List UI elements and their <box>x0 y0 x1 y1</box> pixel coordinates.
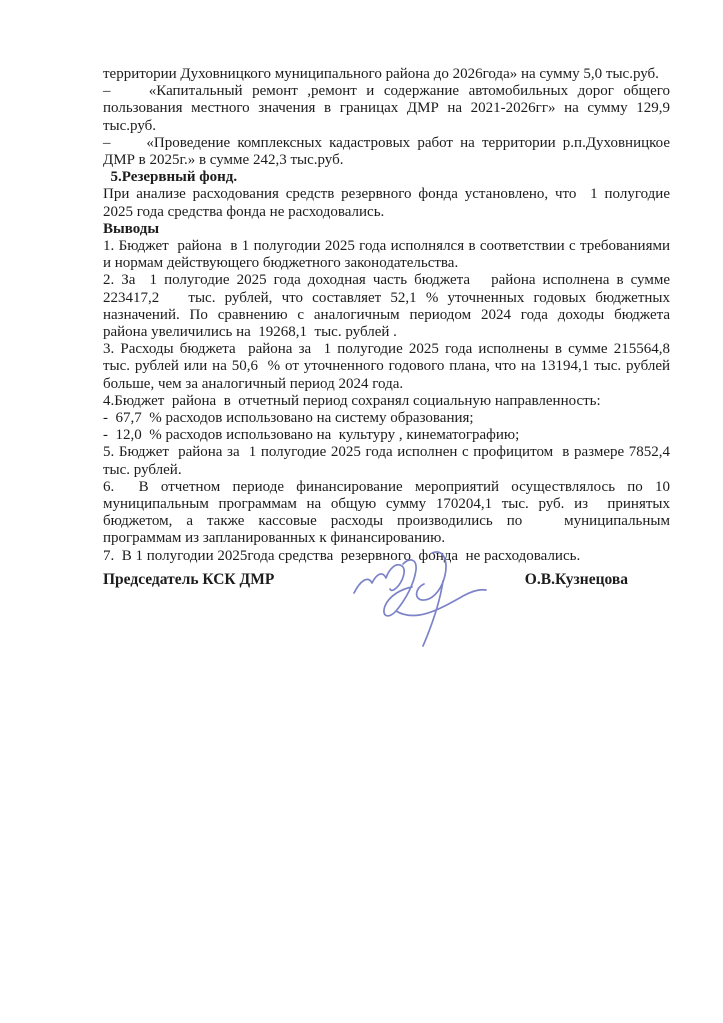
paragraph-4: 5.Резервный фонд. <box>103 169 238 186</box>
paragraph-5: При анализе расходования средств резервного фонда установлено, что 1 полугодие 2025 года средства фонда не расходовались. <box>103 186 674 220</box>
paragraph-3: – «Проведение комплексных кадастровых работ на территории р.п.Духовницкое ДМР в 2025г.» в сумме 242,3 тыс.руб. <box>103 134 674 169</box>
paragraph-13: 5. Бюджет района за 1 полугодие 2025 года исполнен с профицитом в размере 7852,4 тыс. рублей. <box>103 444 674 478</box>
paragraph-2: – «Капитальный ремонт ,ремонт и содержание автомобильных дорог общего пользования местного значения в границах ДМР на 2021-2026гг» на сумму 129,9 тыс.руб. <box>103 83 674 134</box>
paragraph-9: 3. Расходы бюджета района за 1 полугодие 2025 года исполнены в сумме 215564,8 тыс. рублей или на 50,6 % от уточненного годового плана, что на 13194,1 тыс. рублей больше, чем за аналогичный период 2024 года. <box>103 341 678 392</box>
paragraph-12: - 12,0 % расходов использовано на культуру , кинематографию; <box>103 427 520 444</box>
paragraph-6: Выводы <box>103 220 160 237</box>
paragraph-10: 4.Бюджет района в отчетный период сохранял социальную направленность: <box>103 392 601 409</box>
signature-row <box>103 571 670 589</box>
signatory-title: Председатель КСК ДМР <box>103 571 275 588</box>
signatory-name: О.В.Кузнецова <box>524 571 628 588</box>
paragraph-14: 6. В отчетном периоде финансирование мероприятий осуществлялось по 10 муниципальным программам на общую сумму 170204,1 тыс. руб. из принятых бюджетом, а также кассовые расходы производились по муниципальным программам из запланированных к финансированию. <box>103 478 689 547</box>
paragraph-7: 1. Бюджет района в 1 полугодии 2025 года исполнялся в соответствии с требованиями и нормам действующего бюджетного законодательства. <box>103 238 674 272</box>
document-body <box>103 66 689 565</box>
paragraph-15: 7. В 1 полугодии 2025года средства резервного фонда не расходовались. <box>103 547 581 564</box>
paragraph-11: - 67,7 % расходов использовано на систему образования; <box>103 410 474 427</box>
paragraph-8: 2. За 1 полугодие 2025 года доходная часть бюджета района исполнена в сумме 223417,2 тыс. рублей, что составляет 52,1 % уточненных годовых бюджетных назначений. По сравнению с аналогичным периодом 2024 года доходы бюджета района увеличились на 19268,1 тыс. рублей . <box>103 272 682 341</box>
paragraph-1: территории Духовницкого муниципального района до 2026года» на сумму 5,0 тыс.руб. <box>103 66 659 82</box>
